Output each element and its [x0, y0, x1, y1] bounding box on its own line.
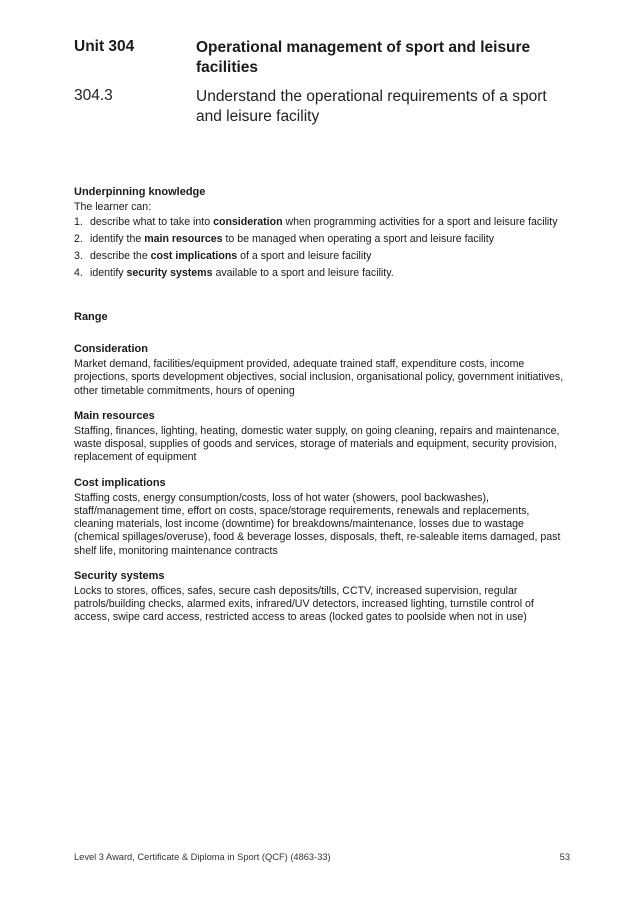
item-text-post: to be managed when operating a sport and leisure facility [222, 233, 495, 246]
footer-qualification: Level 3 Award, Certificate & Diploma in Sport (QCF) (4863-33) [74, 852, 331, 862]
item-text [90, 250, 570, 263]
unit-header [74, 38, 574, 126]
list-item [74, 216, 570, 229]
item-text-pre: identify the [90, 233, 145, 246]
item-keyword: consideration [213, 216, 283, 229]
range-section-cost-implications [74, 477, 570, 558]
item-number: 4. [74, 266, 83, 279]
range-section-security-systems [74, 570, 570, 625]
unit-code: Unit 304 [74, 38, 135, 55]
item-text [90, 233, 570, 246]
item-text-pre: describe the [90, 249, 151, 262]
item-number: 1. [74, 216, 83, 229]
item-number: 2. [74, 233, 83, 246]
knowledge-intro: The learner can: [74, 201, 152, 214]
item-text [90, 267, 570, 280]
unit-title: Operational management of sport and leisure facilities [196, 39, 531, 76]
item-text-pre: describe what to take into [90, 216, 214, 229]
range-section-main-resources [74, 410, 570, 465]
item-keyword: cost implications [150, 249, 238, 262]
item-keyword: security systems [126, 266, 213, 279]
outcome-title: Understand the operational requirements of a sport and leisure facility [196, 88, 547, 125]
item-text-post: when programming activities for a sport and leisure facility [282, 216, 558, 229]
section-body: Locks to stores, offices, safes, secure cash deposits/tills, CCTV, increased supervision, regular patrols/building checks, alarmed exits, infrared/UV detectors, increased lighting, turnstile control of access, swipe card access, restricted access to areas (locked gates to poolside when not in use) [74, 584, 534, 624]
list-item [74, 233, 570, 246]
section-title: Main resources [74, 409, 155, 422]
list-item [74, 267, 570, 280]
section-body: Staffing costs, energy consumption/costs, loss of hot water (showers, pool backwashes), staff/management time, effort on costs, space/storage requirements, renewals and replacements, cleaning materials, lost income (downtime) for breakdowns/maintenance, losses due to wastage (chemical spillages/overuse), food & beverage losses, disposals, theft, re-saleable items damaged, past shelf life, monitoring maintenance contracts [74, 491, 561, 557]
section-body: Staffing, finances, lighting, heating, domestic water supply, on going cleaning, repairs and maintenance, waste disposal, supplies of goods and services, storage of materials and equipment, security provision, replacement of equipment [74, 424, 560, 464]
section-title: Consideration [74, 342, 148, 355]
page-footer [74, 852, 570, 862]
section-title: Security systems [74, 569, 165, 582]
item-keyword: main resources [144, 233, 223, 246]
item-text [90, 216, 570, 229]
content [74, 186, 570, 625]
range-heading: Range [74, 310, 108, 323]
item-text-post: of a sport and leisure facility [237, 249, 372, 262]
item-text-pre: identify [90, 266, 127, 279]
unit-title-row [74, 38, 574, 77]
knowledge-list [74, 216, 570, 279]
section-body: Market demand, facilities/equipment provided, adequate trained staff, expenditure costs, income projections, sports development objectives, social inclusion, organisational policy, government initiatives, other timetable commitments, hours of opening [74, 358, 564, 397]
knowledge-heading: Underpinning knowledge [74, 186, 206, 198]
range-section-consideration [74, 343, 570, 398]
outcome-code: 304.3 [74, 87, 113, 104]
item-text-post: available to a sport and leisure facility. [212, 266, 394, 279]
page-number: 53 [559, 852, 570, 862]
outcome-title-row [74, 87, 574, 126]
list-item [74, 250, 570, 263]
item-number: 3. [74, 249, 83, 262]
section-title: Cost implications [74, 476, 166, 489]
